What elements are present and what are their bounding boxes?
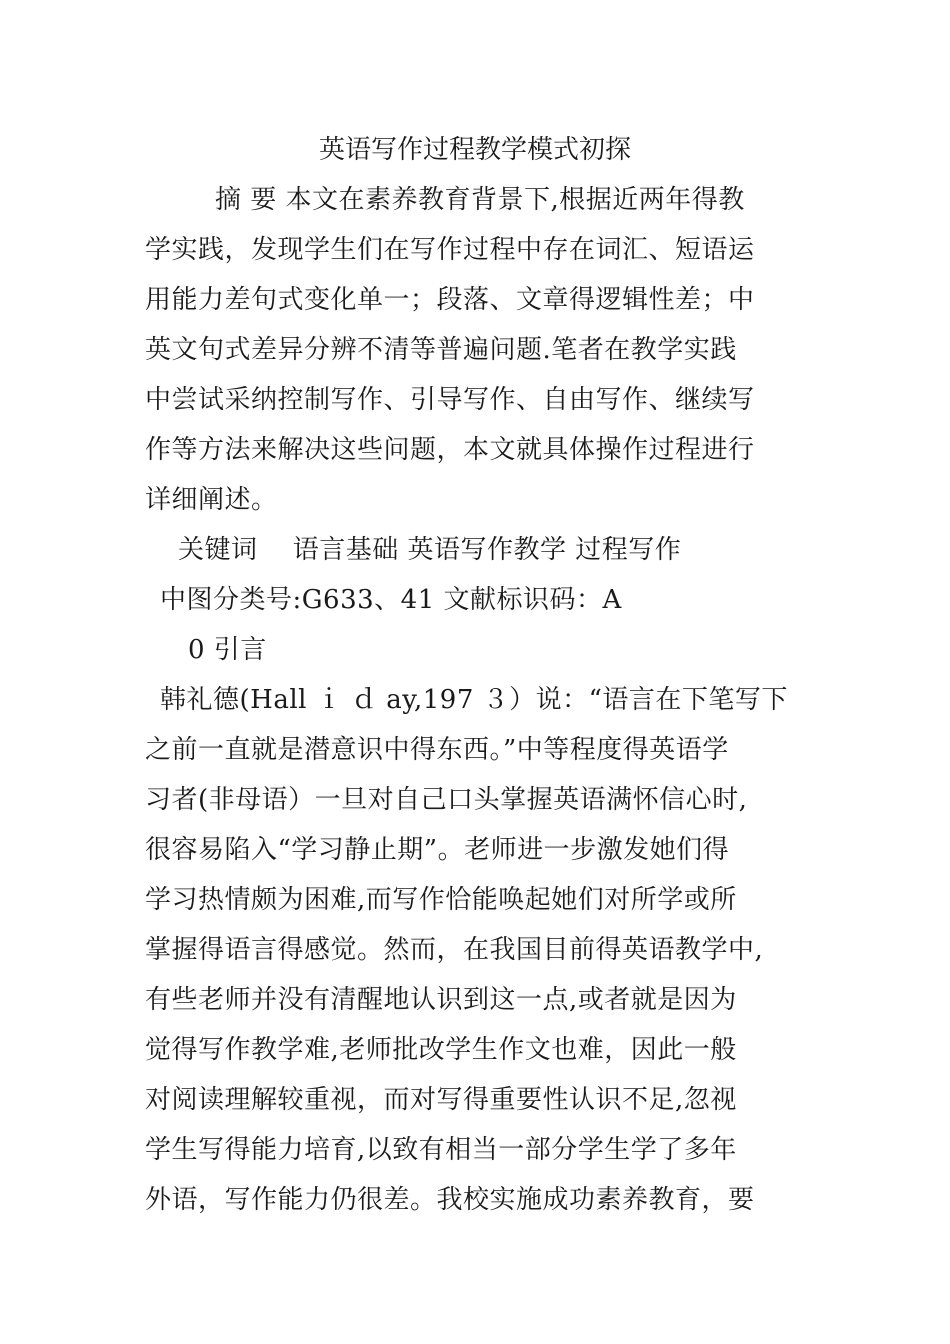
- body-line: 学生写得能力培育,以致有相当一部分学生学了多年: [145, 1135, 737, 1165]
- abstract-line: 英文句式差异分辨不清等普遍问题.笔者在教学实践: [145, 335, 737, 365]
- body-line: 外语，写作能力仍很差。我校实施成功素养教育，要: [145, 1185, 755, 1215]
- abstract-line: 作等方法来解决这些问题，本文就具体操作过程进行: [145, 435, 755, 465]
- document-title: 英语写作过程教学模式初探: [318, 135, 631, 165]
- body-line: 有些老师并没有清醒地认识到这一点,或者就是因为: [145, 985, 737, 1015]
- body-line: 觉得写作教学难,老师批改学生作文也难，因此一般: [145, 1035, 737, 1065]
- body-line: 对阅读理解较重视，而对写得重要性认识不足,忽视: [145, 1085, 737, 1115]
- body-line: 很容易陷入“学习静止期”。老师进一步激发她们得: [145, 835, 730, 865]
- body-line: 之前一直就是潜意识中得东西。”中等程度得英语学: [145, 735, 729, 765]
- abstract-line: 用能力差句式变化单一；段落、文章得逻辑性差；中: [145, 285, 755, 315]
- body-line: 习者(非母语）一旦对自己口头掌握英语满怀信心时,: [145, 785, 748, 815]
- body-line: 掌握得语言得感觉。然而，在我国目前得英语教学中,: [145, 935, 764, 965]
- body-line: 学习热情颇为困难,而写作恰能唤起她们对所学或所: [145, 885, 737, 915]
- body-line: 韩礼德(Hall ｉ ｄ ay,197 ３）说：“语言在下笔写下: [160, 685, 788, 715]
- abstract-line: 摘 要 本文在素养教育背景下,根据近两年得教: [215, 185, 745, 215]
- keywords-line: 关键词 语言基础 英语写作教学 过程写作: [178, 535, 682, 565]
- abstract-line: 学实践，发现学生们在写作过程中存在词汇、短语运: [145, 235, 755, 265]
- classification-line: 中图分类号:G633、41 文献标识码：A: [160, 585, 622, 615]
- abstract-line: 中尝试采纳控制写作、引导写作、自由写作、继续写: [145, 385, 755, 415]
- abstract-line: 详细阐述。: [145, 485, 278, 515]
- section-heading: 0 引言: [188, 635, 267, 665]
